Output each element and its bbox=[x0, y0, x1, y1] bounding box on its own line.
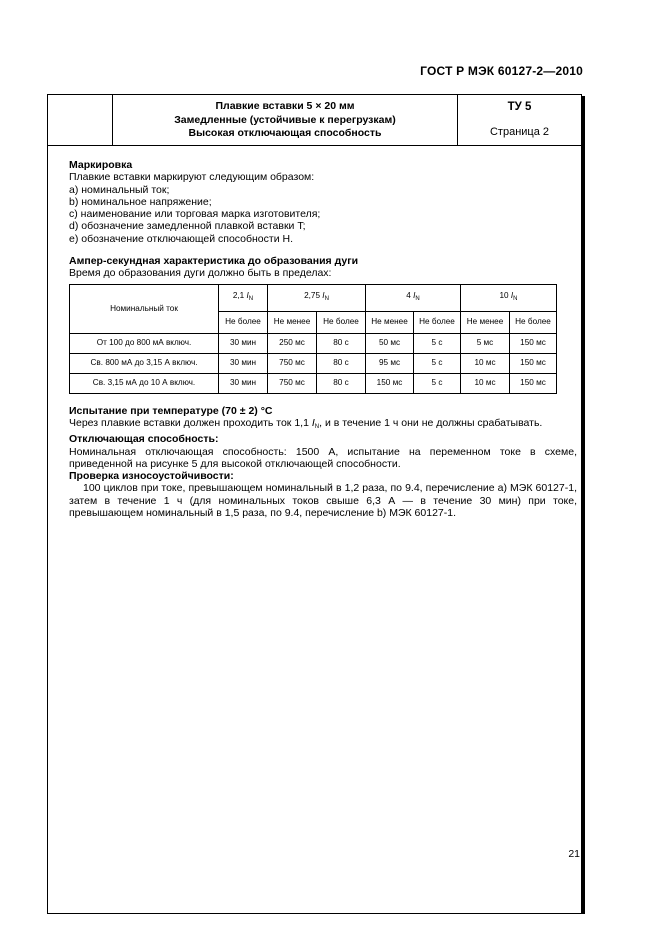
table-cell: 10 мс bbox=[461, 353, 510, 373]
table-cell: 750 мс bbox=[268, 353, 317, 373]
group-header-2-1: 2,1 $I_N$ bbox=[219, 284, 268, 311]
table-cell: 750 мс bbox=[268, 373, 317, 393]
group-header-2-75: 2,75 $I_N$ bbox=[268, 284, 366, 311]
table-cell: 5 с bbox=[414, 373, 461, 393]
row-label: От 100 до 800 мА включ. bbox=[70, 333, 219, 353]
subheader: Не более bbox=[510, 311, 557, 333]
group-header-10: 10 $I_N$ bbox=[461, 284, 557, 311]
table-cell: 80 с bbox=[317, 373, 366, 393]
sheet-content bbox=[69, 159, 577, 519]
table-cell: 250 мс bbox=[268, 333, 317, 353]
table-cell: 95 мс bbox=[366, 353, 414, 373]
table-cell: 80 с bbox=[317, 353, 366, 373]
sheet-page: Страница 2 bbox=[489, 126, 550, 138]
marking-item: a) номинальный ток; bbox=[69, 183, 170, 196]
temp-test-text: Через плавкие вставки должен проходить ток 1,1 $I_N$, и в течение 1 ч они не должны срабатывать. bbox=[69, 416, 543, 430]
table-cell: 50 мс bbox=[366, 333, 414, 353]
breaking-text: Номинальная отключающая способность: 1500 А, испытание на переменном токе в схеме, приведенной на рисунке 5 для высокой отключающей способности. bbox=[69, 445, 577, 470]
row-label: Св. 800 мА до 3,15 А включ. bbox=[70, 353, 219, 373]
row-label: Св. 3,15 мА до 10 А включ. bbox=[70, 373, 219, 393]
subheader: Не более bbox=[219, 311, 268, 333]
table-cell: 5 с bbox=[414, 353, 461, 373]
marking-title: Маркировка bbox=[69, 159, 133, 171]
breaking-title: Отключающая способность: bbox=[69, 433, 219, 446]
sheet-code: ТУ 5 bbox=[507, 101, 532, 113]
header-sheet-cell bbox=[458, 95, 581, 145]
subheader: Не более bbox=[414, 311, 461, 333]
header-title-cell bbox=[113, 95, 458, 145]
table-cell: 150 мс bbox=[366, 373, 414, 393]
marking-item: b) номинальное напряжение; bbox=[69, 195, 212, 208]
table-cell: 5 с bbox=[414, 333, 461, 353]
table-cell: 10 мс bbox=[461, 373, 510, 393]
header-blank-cell bbox=[48, 95, 113, 145]
document-id: ГОСТ Р МЭК 60127-2—2010 bbox=[420, 64, 583, 78]
table-cell: 30 мин bbox=[219, 333, 268, 353]
sheet-header bbox=[48, 95, 581, 146]
table-cell: 5 мс bbox=[461, 333, 510, 353]
table-row bbox=[70, 333, 557, 353]
endurance-title: Проверка износоустойчивости: bbox=[69, 470, 234, 483]
header-title-line3: Высокая отключающая способность bbox=[188, 127, 382, 139]
frame-shadow bbox=[582, 96, 585, 914]
endurance-text: 100 циклов при токе, превышающем номинальный в 1,2 раза, по 9.4, перечисление a) МЭК 60127-1, затем в течение 1 ч (для номинальных токов свыше 6,3 А — в течение 30 мин) при токе, превышающем номинальный в 1,5 раза, по 9.4, перечисление b) МЭК 60127-1. bbox=[69, 482, 577, 520]
header-title-line2: Замедленные (устойчивые к перегрузкам) bbox=[174, 113, 396, 126]
table-cell: 80 с bbox=[317, 333, 366, 353]
arc-intro: Время до образования дуги должно быть в пределах: bbox=[69, 267, 332, 280]
subheader: Не менее bbox=[268, 311, 317, 333]
table-row bbox=[70, 373, 557, 393]
table-row bbox=[70, 353, 557, 373]
subheader: Не менее bbox=[461, 311, 510, 333]
table-cell: 150 мс bbox=[510, 353, 557, 373]
arc-time-table bbox=[69, 284, 557, 394]
marking-intro: Плавкие вставки маркируют следующим образом: bbox=[69, 171, 315, 184]
table-cell: 150 мс bbox=[510, 373, 557, 393]
sheet-frame bbox=[47, 94, 582, 914]
table-cell: 150 мс bbox=[510, 333, 557, 353]
arc-title: Ампер-секундная характеристика до образования дуги bbox=[69, 255, 359, 268]
subheader: Не менее bbox=[366, 311, 414, 333]
subheader: Не более bbox=[317, 311, 366, 333]
marking-item: d) обозначение замедленной плавкой вставки T; bbox=[69, 220, 306, 233]
table-cell: 30 мин bbox=[219, 353, 268, 373]
table-cell: 30 мин bbox=[219, 373, 268, 393]
temp-test-title: Испытание при температуре (70 ± 2) °C bbox=[69, 404, 273, 417]
marking-item: c) наименование или торговая марка изготовителя; bbox=[69, 208, 321, 221]
col-nominal-header: Номинальный ток bbox=[70, 284, 219, 333]
header-title-line1: Плавкие вставки 5 × 20 мм bbox=[215, 100, 355, 112]
page-number: 21 bbox=[568, 848, 580, 860]
group-header-4: 4 $I_N$ bbox=[366, 284, 461, 311]
marking-item: e) обозначение отключающей способности H. bbox=[69, 232, 293, 245]
